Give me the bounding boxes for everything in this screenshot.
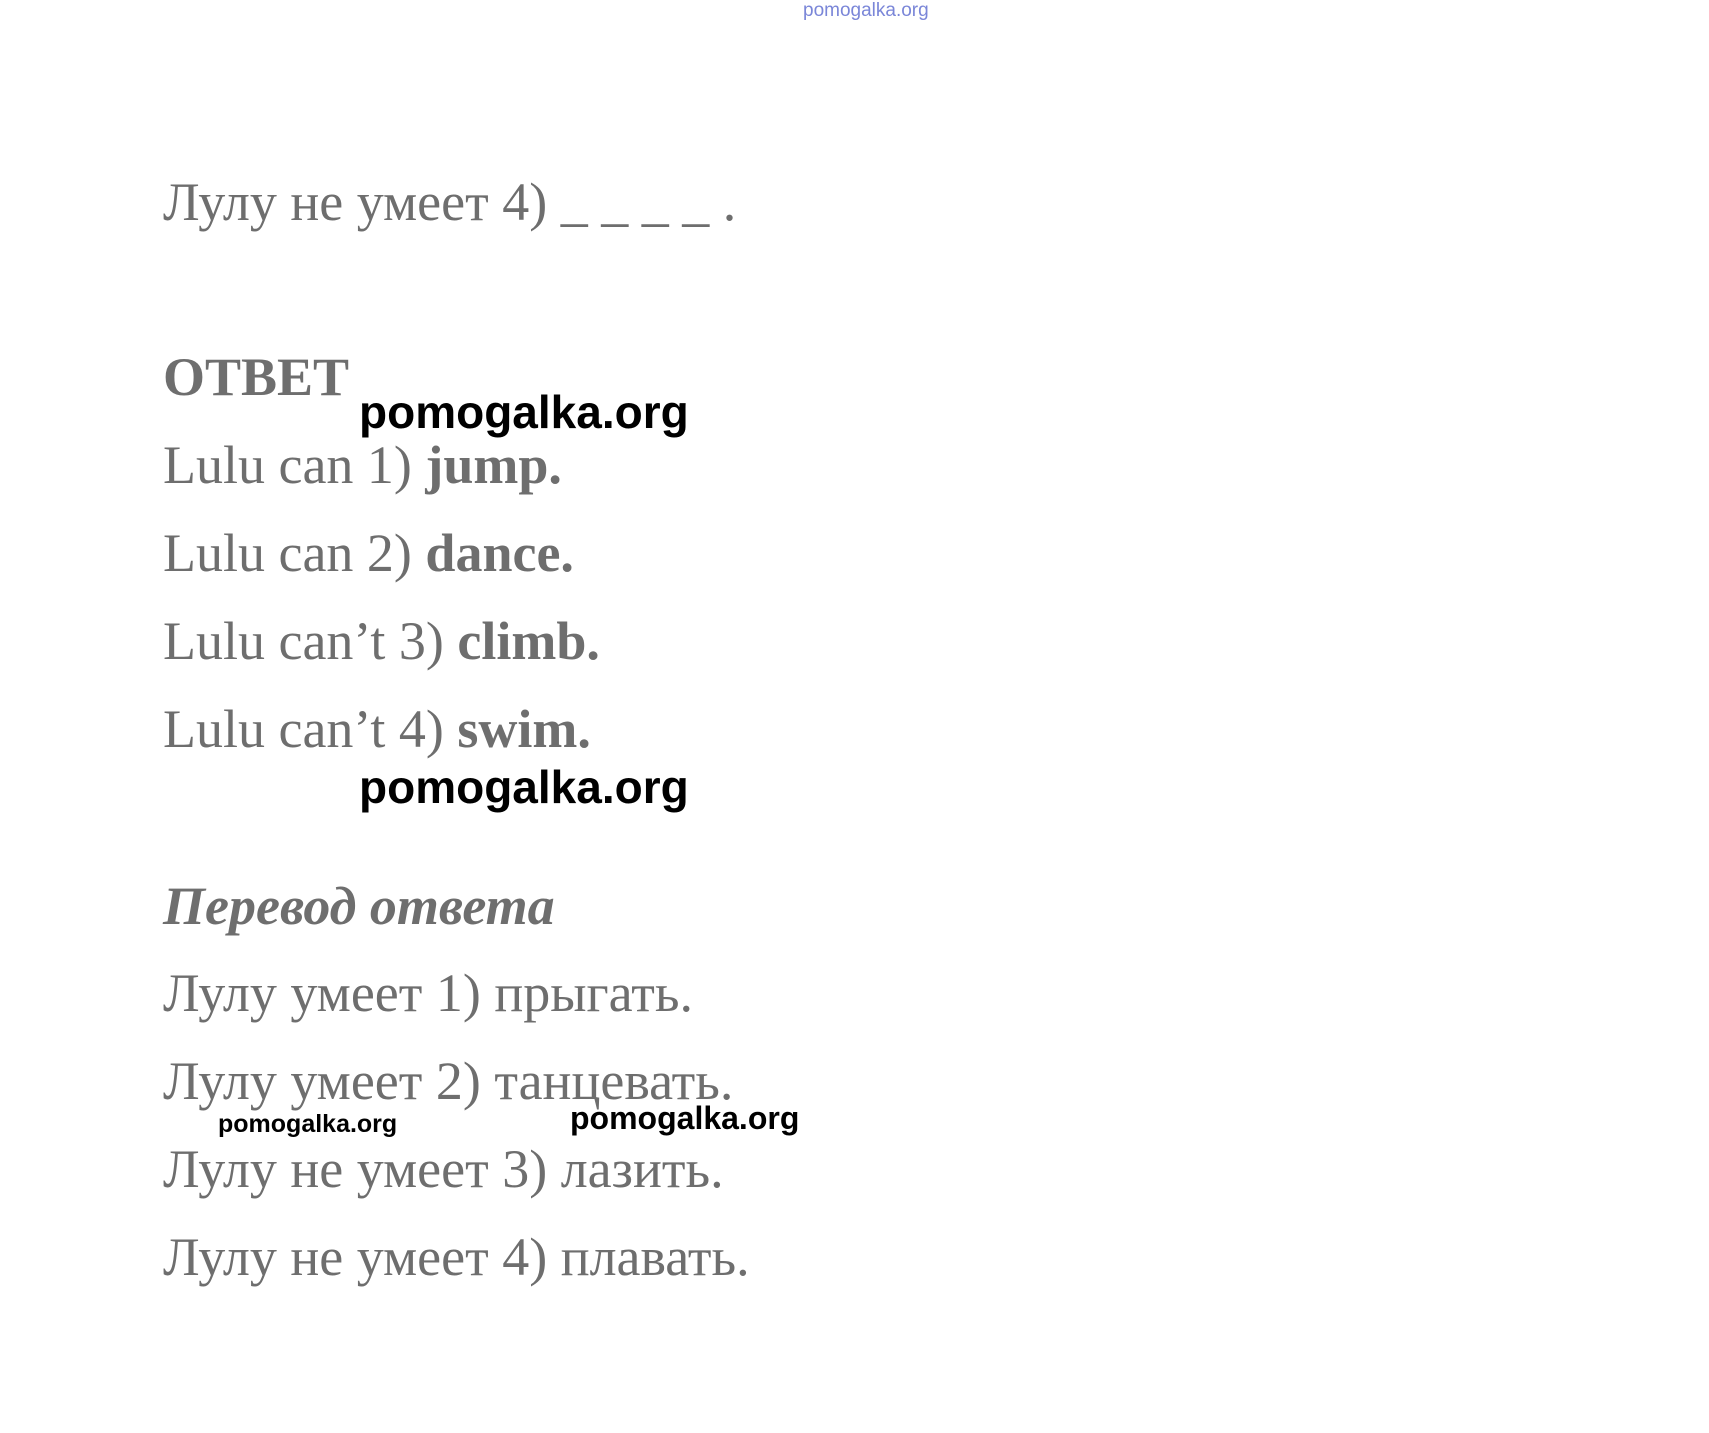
answer-word: jump.	[425, 435, 562, 495]
answer-line-prefix: Lulu can’t 3)	[163, 611, 458, 671]
translation-heading: Перевод ответа	[163, 876, 555, 936]
task-line: Лулу не умеет 4) _ _ _ _ .	[163, 172, 737, 232]
answer-line-prefix: Lulu can 1)	[163, 435, 426, 495]
translation-line-3: Лулу не умеет 3) лазить.	[163, 1139, 724, 1199]
answer-word: dance.	[425, 523, 574, 583]
answer-line-1	[163, 435, 562, 495]
watermark: pomogalka.org	[218, 1110, 398, 1138]
top-watermark: pomogalka.org	[803, 0, 929, 21]
answer-heading: ОТВЕТ	[163, 347, 350, 407]
answer-word: swim.	[457, 699, 591, 759]
translation-line-2: Лулу умеет 2) танцевать.	[163, 1051, 734, 1111]
watermark: pomogalka.org	[359, 386, 689, 438]
answer-word: climb.	[457, 611, 600, 671]
answer-line-2	[163, 523, 574, 583]
answer-line-prefix: Lulu can’t 4)	[163, 699, 458, 759]
answer-line-3	[163, 611, 600, 671]
answer-line-4	[163, 699, 591, 759]
translation-line-1: Лулу умеет 1) прыгать.	[163, 963, 693, 1023]
translation-line-4: Лулу не умеет 4) плавать.	[163, 1227, 750, 1287]
watermark: pomogalka.org	[570, 1100, 800, 1136]
watermark: pomogalka.org	[359, 761, 689, 813]
answer-line-prefix: Lulu can 2)	[163, 523, 426, 583]
